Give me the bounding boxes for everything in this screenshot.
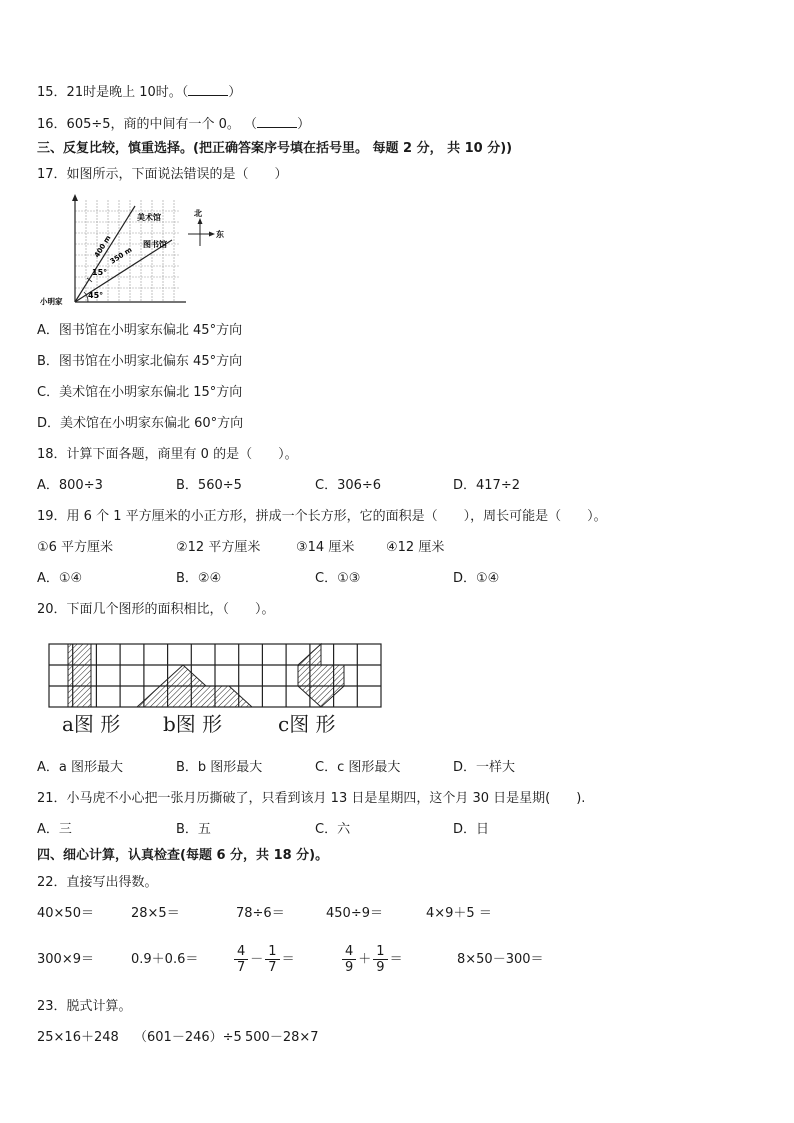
question-16-text: 16．605÷5，商的中间有一个 0。 （ [37, 117, 258, 132]
label-dist-museum: 400 m [92, 234, 113, 260]
calc-item: 78÷6＝ [236, 906, 285, 921]
question-15: 15．21时是晚上 10时。（ ） [37, 85, 242, 100]
figure-label-a: a图 形 [62, 712, 121, 736]
label-museum: 美术馆 [137, 213, 161, 222]
question-21-text: 21．小马虎不小心把一张月历撕破了，只看到该月 13 日是星期四，这个月 30 日是星期( ). [37, 791, 586, 806]
option-20-a[interactable]: A．a 图形最大 [37, 760, 123, 775]
option-20-d[interactable]: D．一样大 [453, 760, 516, 775]
svg-text:北: 北 [194, 209, 202, 218]
figure-label-c: c图 形 [278, 712, 336, 736]
calc-item: （601－246）÷5 [134, 1030, 242, 1045]
fraction-subtraction: $\frac{4}{7}$ － $\frac{1}{7}$ ＝ [232, 942, 295, 978]
choice-19-2: ②12 平方厘米 [176, 540, 261, 555]
label-angle-15: 15° [92, 268, 108, 277]
option-19-d[interactable]: D．①④ [453, 571, 500, 586]
calc-item: 40×50＝ [37, 906, 94, 921]
option-18-a[interactable]: A．800÷3 [37, 478, 103, 493]
option-19-b[interactable]: B．②④ [176, 571, 222, 586]
direction-diagram [40, 192, 240, 312]
option-17-a[interactable]: A．图书馆在小明家东偏北 45°方向 [37, 323, 243, 338]
answer-blank-16[interactable] [257, 115, 297, 128]
option-21-c[interactable]: C．六 [315, 822, 351, 837]
svg-text:东: 东 [216, 230, 224, 239]
option-21-a[interactable]: A．三 [37, 822, 72, 837]
option-17-c[interactable]: C．美术馆在小明家东偏北 15°方向 [37, 385, 243, 400]
calc-item: 300×9＝ [37, 952, 94, 967]
question-17-text: 17．如图所示，下面说法错误的是（ ） [37, 167, 288, 182]
section-3-heading: 三、反复比较，慎重选择。(把正确答案序号填在括号里。 每题 2 分， 共 10 分)) [37, 141, 513, 156]
option-20-b[interactable]: B．b 图形最大 [176, 760, 263, 775]
label-home: 小明家 [40, 297, 63, 306]
label-library: 图书馆 [143, 240, 167, 249]
option-20-c[interactable]: C．c 图形最大 [315, 760, 401, 775]
option-17-d[interactable]: D．美术馆在小明家东偏北 60°方向 [37, 416, 244, 431]
option-18-d[interactable]: D．417÷2 [453, 478, 520, 493]
option-19-c[interactable]: C．①③ [315, 571, 361, 586]
shape-a [68, 644, 91, 707]
label-angle-45: 45° [88, 291, 104, 300]
question-22-text: 22．直接写出得数。 [37, 875, 158, 890]
calc-item: 28×5＝ [131, 906, 180, 921]
calc-item: 450÷9＝ [326, 906, 383, 921]
calc-item: 8×50－300＝ [457, 952, 544, 967]
fraction-addition: $\frac{4}{9}$ ＋ $\frac{1}{9}$ ＝ [340, 942, 403, 978]
question-23-text: 23．脱式计算。 [37, 999, 132, 1014]
choice-19-4: ④12 厘米 [386, 540, 445, 555]
choice-19-1: ①6 平方厘米 [37, 540, 114, 555]
question-20-text: 20．下面几个图形的面积相比，（ ）。 [37, 602, 275, 617]
answer-blank-15[interactable] [188, 83, 228, 96]
question-19-text: 19．用 6 个 1 平方厘米的小正方形，拼成一个长方形，它的面积是（ ），周长可能是（ ）。 [37, 509, 607, 524]
question-16: 16．605÷5，商的中间有一个 0。 （ ） [37, 117, 311, 132]
choice-19-3: ③14 厘米 [296, 540, 355, 555]
calc-item: 500－28×7 [245, 1030, 319, 1045]
option-17-b[interactable]: B．图书馆在小明家北偏东 45°方向 [37, 354, 243, 369]
label-dist-library: 350 m [108, 245, 134, 266]
calc-item: 0.9＋0.6＝ [131, 952, 199, 967]
figure-label-b: b图 形 [163, 712, 223, 736]
question-15-text: 15．21时是晚上 10时。（ [37, 85, 189, 100]
calc-item: 25×16＋248 [37, 1030, 119, 1045]
shape-c [298, 644, 344, 707]
section-4-heading: 四、细心计算，认真检查(每题 6 分，共 18 分)。 [37, 848, 329, 863]
option-19-a[interactable]: A．①④ [37, 571, 83, 586]
compass-rose-icon [188, 208, 224, 246]
option-18-b[interactable]: B．560÷5 [176, 478, 242, 493]
area-comparison-figure [46, 641, 386, 711]
calc-item: 4×9＋5 ＝ [426, 906, 492, 921]
option-18-c[interactable]: C．306÷6 [315, 478, 382, 493]
option-21-d[interactable]: D．日 [453, 822, 490, 837]
option-21-b[interactable]: B．五 [176, 822, 211, 837]
question-18-text: 18．计算下面各题，商里有 0 的是（ ）。 [37, 447, 298, 462]
